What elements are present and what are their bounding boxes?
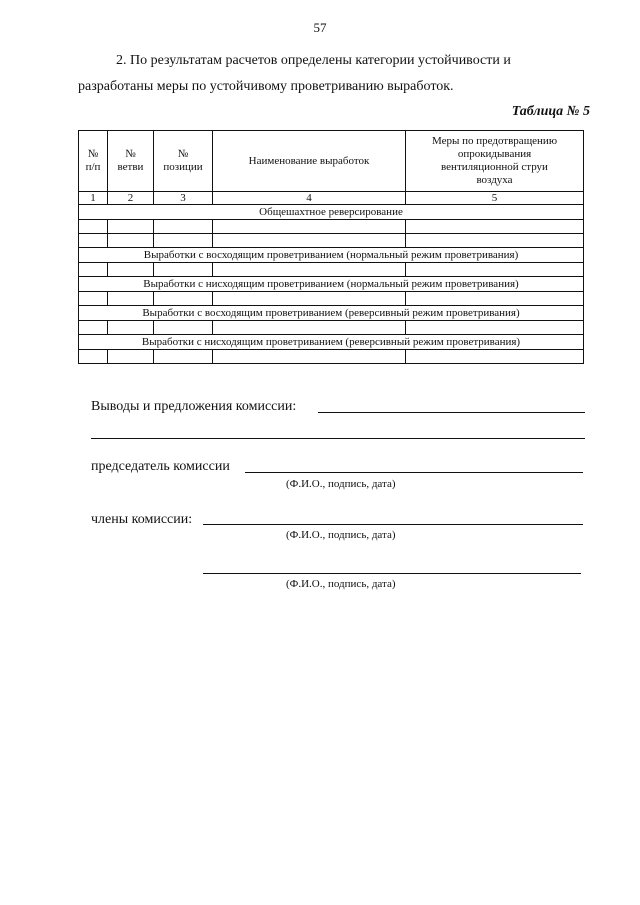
column-number: 5 [406, 192, 584, 205]
table-cell[interactable] [79, 350, 108, 364]
section-row [79, 335, 584, 350]
section-title: Выработки с нисходящим проветриванием (реверсивный режим проветривания) [79, 335, 584, 350]
column-number: 2 [108, 192, 154, 205]
member-signature-hint-2: (Ф.И.О., подпись, дата) [286, 578, 396, 590]
table-cell[interactable] [406, 234, 584, 248]
header-cell-workings [213, 131, 406, 192]
table-cell[interactable] [108, 292, 154, 306]
header-position-line-2: позиции [163, 161, 203, 173]
conclusions-label: Выводы и предложения комиссии: [91, 399, 297, 414]
header-index-line-1: № [87, 148, 99, 160]
section-title: Выработки с восходящим проветриванием (реверсивный режим проветривания) [79, 306, 584, 321]
table-cell[interactable] [154, 292, 213, 306]
header-measures-line-3: вентиляционной струи [441, 161, 548, 173]
page-number: 57 [313, 20, 327, 35]
header-cell-measures [406, 131, 584, 192]
header-measures-line-1: Меры по предотвращению [431, 135, 558, 147]
conclusions-line-2[interactable] [91, 438, 585, 439]
table-row [79, 263, 584, 277]
table-cell[interactable] [213, 321, 406, 335]
header-branch-line-1: № [125, 148, 136, 160]
paragraph-line-2: разработаны меры по устойчивому проветриванию выработок. [78, 79, 454, 94]
table-cell[interactable] [406, 321, 584, 335]
table-cell[interactable] [108, 234, 154, 248]
section-row [79, 205, 584, 220]
column-number: 1 [79, 192, 108, 205]
header-measures-line-2: опрокидывания [457, 148, 532, 160]
column-number-row [79, 192, 584, 205]
column-number: 4 [213, 192, 406, 205]
table-cell[interactable] [213, 220, 406, 234]
conclusions-line-1[interactable] [318, 412, 585, 413]
header-cell-branch [108, 131, 154, 192]
members-label: члены комиссии: [91, 512, 193, 527]
table-row [79, 350, 584, 364]
table-cell[interactable] [406, 350, 584, 364]
table-cell[interactable] [79, 263, 108, 277]
table-cell[interactable] [154, 220, 213, 234]
section-row [79, 248, 584, 263]
table-cell[interactable] [154, 263, 213, 277]
table-cell[interactable] [213, 263, 406, 277]
table-cell[interactable] [108, 350, 154, 364]
header-workings-line-1: Наименование выработок [248, 154, 370, 167]
table-cell[interactable] [213, 350, 406, 364]
table-cell[interactable] [154, 234, 213, 248]
section-title: Выработки с восходящим проветриванием (нормальный режим проветривания) [79, 248, 584, 263]
header-branch-line-2: ветви [117, 161, 144, 173]
table-cell[interactable] [213, 234, 406, 248]
measures-table [78, 130, 584, 364]
header-cell-position [154, 131, 213, 192]
section-row [79, 306, 584, 321]
header-cell-index [79, 131, 108, 192]
section-row [79, 277, 584, 292]
table-cell[interactable] [108, 321, 154, 335]
table-cell[interactable] [79, 220, 108, 234]
member-signature-hint-1: (Ф.И.О., подпись, дата) [286, 529, 396, 541]
table-cell[interactable] [79, 321, 108, 335]
table-cell[interactable] [213, 292, 406, 306]
section-title: Выработки с нисходящим проветриванием (нормальный режим проветривания) [79, 277, 584, 292]
table-row [79, 234, 584, 248]
header-position-line-1: № [177, 148, 189, 160]
table-header-row [79, 131, 584, 192]
table-cell[interactable] [154, 350, 213, 364]
table-row [79, 321, 584, 335]
table-row [79, 220, 584, 234]
table-cell[interactable] [406, 263, 584, 277]
table-cell[interactable] [406, 292, 584, 306]
header-measures-line-4: воздуха [476, 174, 513, 186]
table-cell[interactable] [108, 263, 154, 277]
section-title: Общешахтное реверсирование [79, 205, 584, 220]
table-cell[interactable] [79, 234, 108, 248]
member-signature-line-2[interactable] [203, 573, 581, 574]
table-row [79, 292, 584, 306]
table-cell[interactable] [79, 292, 108, 306]
chairman-signature-hint: (Ф.И.О., подпись, дата) [286, 478, 396, 490]
table-caption: Таблица № 5 [511, 104, 590, 119]
chairman-signature-line[interactable] [245, 472, 583, 473]
chairman-label: председатель комиссии [91, 459, 230, 474]
table-cell[interactable] [154, 321, 213, 335]
member-signature-line-1[interactable] [203, 524, 583, 525]
header-index-line-2: п/п [85, 161, 101, 173]
table-cell[interactable] [108, 220, 154, 234]
paragraph-line-1: 2. По результатам расчетов определены категории устойчивости и [116, 53, 511, 68]
column-number: 3 [154, 192, 213, 205]
table-cell[interactable] [406, 220, 584, 234]
